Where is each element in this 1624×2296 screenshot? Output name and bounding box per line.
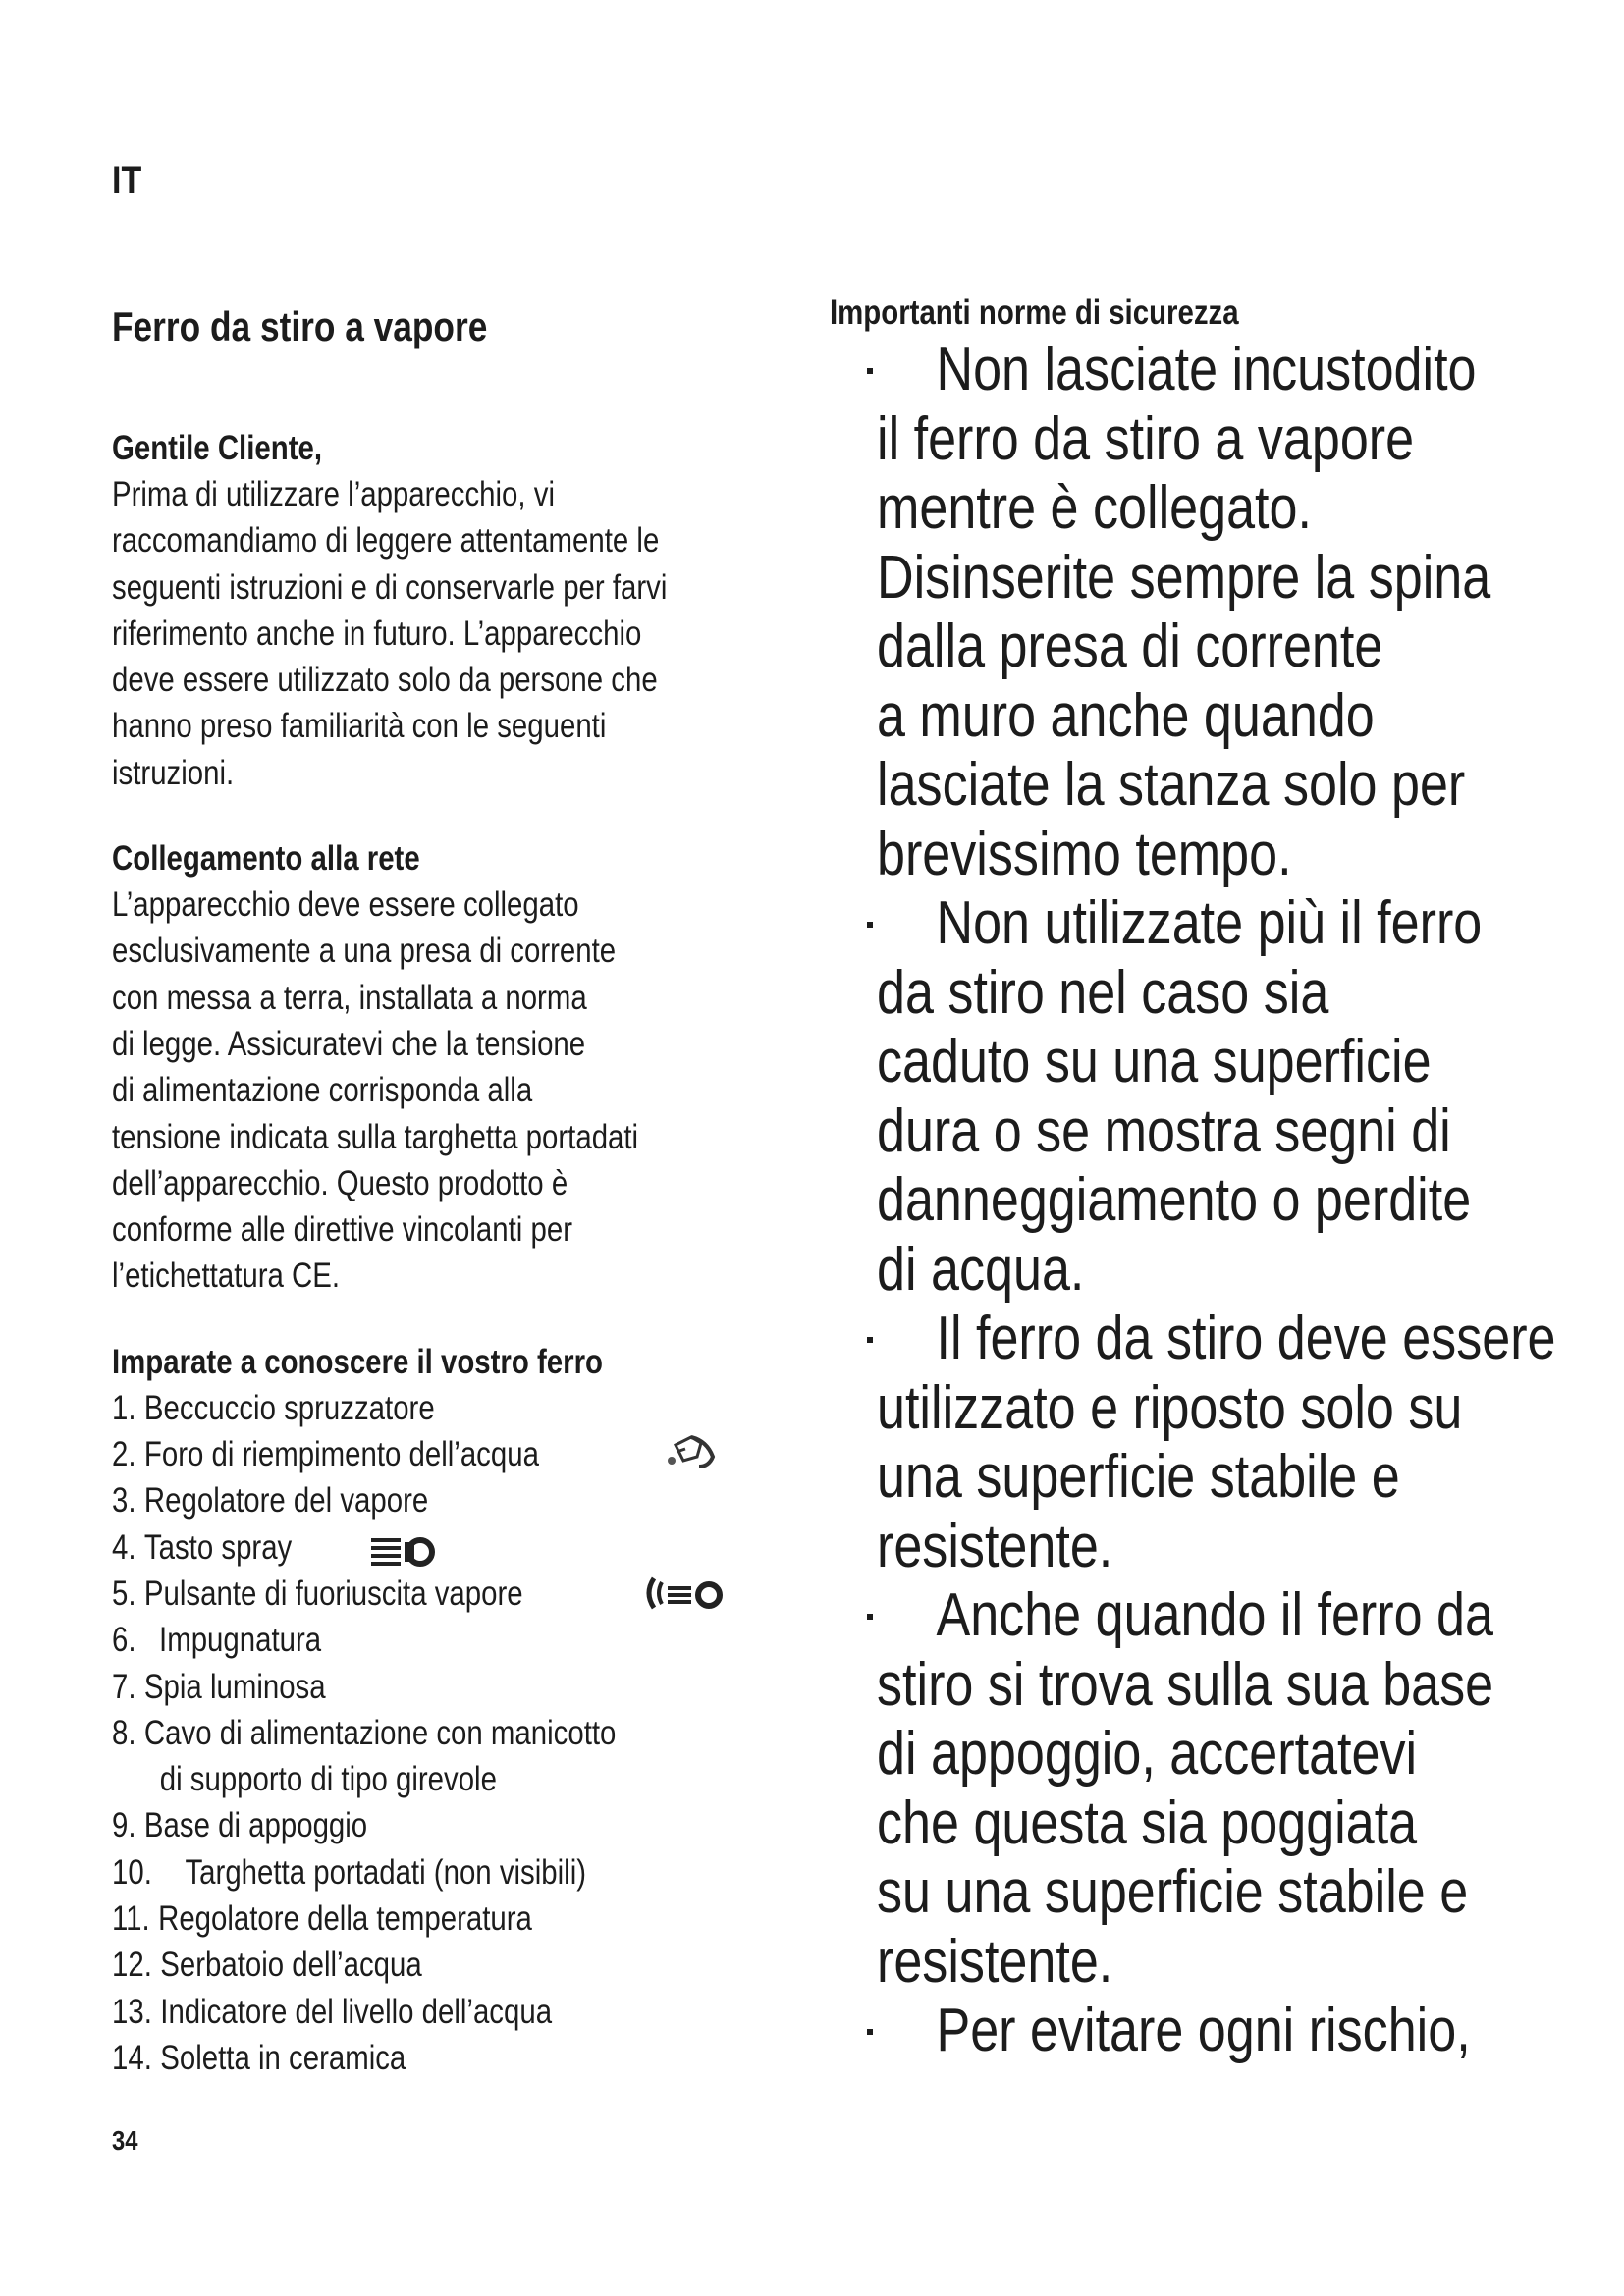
list-item (112, 1524, 799, 1571)
safety-text (830, 336, 1605, 2066)
text-line: con messa a terra, installata a norma (112, 978, 587, 1017)
list-item-number: 13. (112, 1992, 152, 2031)
list-item-number: 2. (112, 1435, 136, 1474)
safety-line-text: Non lasciate incustodito (936, 336, 1477, 403)
text-line: dell’apparecchio. Questo prodotto è (112, 1163, 568, 1202)
list-item (112, 1431, 799, 1477)
safety-text-line (830, 1651, 1605, 1721)
text-line: istruzioni. (112, 753, 235, 792)
safety-text-line (830, 1374, 1605, 1444)
safety-line-text: mentre è collegato. (877, 474, 1312, 542)
safety-text-line (830, 1028, 1605, 1097)
safety-line-text: resistente. (877, 1512, 1113, 1580)
list-item-text: Indicatore del livello dell’acqua (160, 1992, 553, 2031)
text-line: hanno preso familiarità con le seguenti (112, 707, 607, 746)
safety-text-line (830, 821, 1605, 890)
safety-bullet-item (830, 1581, 1605, 1651)
list-item (112, 1849, 799, 1896)
safety-text-line (830, 474, 1605, 544)
list-item-number: 5. (112, 1574, 136, 1613)
list-item (112, 1989, 799, 2035)
text-line: Prima di utilizzare l’apparecchio, vi (112, 475, 555, 513)
safety-text-line (830, 544, 1605, 614)
safety-line-text: Non utilizzate più il ferro (936, 889, 1483, 957)
list-item-number: 11. (112, 1899, 150, 1939)
list-item (112, 1571, 799, 1617)
list-item-text: Targhetta portadati (non visibili) (185, 1852, 587, 1892)
text-line: seguenti istruzioni e di conservarle per farvi (112, 567, 668, 607)
list-item-number: 1. (112, 1388, 136, 1427)
safety-line-text: danneggiamento o perdite (877, 1166, 1472, 1234)
list-item-number: 12. (112, 1946, 152, 1985)
safety-line-text: dura o se mostra segni di (877, 1096, 1451, 1165)
safety-line-text: resistente. (877, 1927, 1113, 1996)
text-line: riferimento anche in futuro. L’apparecchio (112, 614, 642, 653)
list-item-text: Tasto spray (143, 1527, 293, 1567)
list-item-text: Impugnatura (159, 1621, 322, 1660)
bullet-icon (867, 2029, 873, 2035)
text-line: L’apparecchio deve essere collegato (112, 885, 579, 925)
list-item-text: di supporto di tipo girevole (159, 1760, 497, 1799)
list-item-text: Foro di riempimento dell’acqua (143, 1435, 539, 1474)
list-item-text: Beccuccio spruzzatore (143, 1388, 435, 1427)
safety-line-text: dalla presa di corrente (877, 613, 1383, 680)
connection-heading: Collegamento alla rete (112, 839, 420, 879)
safety-text-line (830, 613, 1605, 682)
list-item-number: 9. (112, 1806, 136, 1845)
list-item-text: Base di appoggio (143, 1806, 368, 1845)
bullet-icon (867, 1337, 873, 1343)
safety-bullet-item (830, 889, 1605, 959)
list-item (112, 1710, 799, 1756)
text-line: di legge. Assicuratevi che la tensione (112, 1024, 586, 1063)
text-line: tensione indicata sulla targhetta portadati (112, 1117, 639, 1156)
safety-line-text: Disinserite sempre la spina (877, 543, 1491, 612)
safety-line-text: da stiro nel caso sia (877, 958, 1329, 1027)
text-line: raccomandiamo di leggere attentamente le (112, 521, 660, 561)
water-fill-icon (662, 1427, 725, 1484)
list-item-number: 7. (112, 1667, 136, 1706)
safety-bullet-item (830, 336, 1605, 405)
list-item (112, 2035, 799, 2081)
safety-text-line (830, 1858, 1605, 1928)
safety-line-text: di appoggio, accertatevi (877, 1720, 1418, 1788)
list-item-number: 10. (112, 1852, 152, 1892)
list-item-number: 4. (112, 1527, 136, 1567)
list-item (112, 1385, 799, 1431)
safety-bullet-item (830, 1997, 1605, 2066)
safety-text-line (830, 682, 1605, 752)
safety-text-line (830, 1789, 1605, 1859)
safety-bullet-item (830, 1305, 1605, 1374)
safety-line-text: che questa sia poggiata (877, 1789, 1418, 1857)
safety-line-text: su una superficie stabile e (877, 1858, 1469, 1926)
parts-heading: Imparate a conoscere il vostro ferro (112, 1342, 603, 1381)
safety-text-line (830, 1720, 1605, 1789)
page-title: Ferro da stiro a vapore (112, 303, 488, 349)
list-item (112, 1896, 799, 1942)
safety-line-text: il ferro da stiro a vapore (877, 404, 1415, 473)
safety-line-text: utilizzato e riposto solo su (877, 1373, 1463, 1442)
list-item-text: Pulsante di fuoriuscita vapore (143, 1574, 523, 1613)
list-item-text: Spia luminosa (143, 1667, 326, 1706)
list-item (112, 1477, 799, 1523)
list-item (112, 1942, 799, 1988)
list-item-number: 14. (112, 2038, 152, 2077)
list-item (112, 1664, 799, 1710)
bullet-icon (867, 922, 873, 928)
safety-text-line (830, 959, 1605, 1029)
list-item-text: Cavo di alimentazione con manicotto (143, 1713, 617, 1752)
safety-text-line (830, 1443, 1605, 1513)
safety-line-text: una superficie stabile e (877, 1443, 1400, 1511)
list-item-text: Soletta in ceramica (160, 2038, 406, 2077)
page-number: 34 (112, 2125, 138, 2156)
safety-text-line (830, 1097, 1605, 1167)
safety-text-line (830, 1928, 1605, 1998)
list-item-number: 8. (112, 1713, 136, 1752)
safety-line-text: lasciate la stanza solo per (877, 751, 1466, 819)
right-column (830, 280, 1605, 2066)
list-item-text: Regolatore della temperatura (158, 1899, 532, 1939)
text-line: conforme alle direttive vincolanti per (112, 1210, 572, 1250)
safety-line-text: stiro si trova sulla sua base (877, 1650, 1494, 1719)
list-item (112, 1802, 799, 1848)
text-line: esclusivamente a una presa di corrente (112, 932, 617, 971)
safety-text-line (830, 1166, 1605, 1236)
list-item-number: 6. (112, 1621, 136, 1660)
text-line: l’etichettatura CE. (112, 1256, 341, 1296)
safety-text-line (830, 751, 1605, 821)
safety-text-line (830, 1236, 1605, 1306)
safety-line-text: brevissimo tempo. (877, 820, 1292, 888)
left-column (112, 280, 799, 2081)
bullet-icon (867, 1614, 873, 1620)
safety-line-text: Il ferro da stiro deve essere (936, 1305, 1556, 1372)
safety-heading: Importanti norme di sicurezza (830, 294, 1239, 332)
list-item (112, 1756, 799, 1802)
safety-line-text: Per evitare ogni rischio, (936, 1997, 1471, 2064)
safety-line-text: caduto su una superficie (877, 1028, 1432, 1095)
safety-text-line (830, 1513, 1605, 1582)
list-item-number: 3. (112, 1481, 136, 1521)
greeting-heading: Gentile Cliente, (112, 429, 323, 467)
text-line: di alimentazione corrisponda alla (112, 1071, 533, 1110)
language-code: IT (112, 159, 142, 202)
list-item-text: Regolatore del vapore (143, 1481, 429, 1521)
safety-text-line (830, 405, 1605, 475)
list-item (112, 1617, 799, 1663)
list-item-text: Serbatoio dell’acqua (160, 1946, 422, 1985)
parts-list (112, 1385, 799, 2081)
text-line: deve essere utilizzato solo da persone che (112, 661, 658, 700)
safety-line-text: Anche quando il ferro da (936, 1581, 1493, 1649)
safety-line-text: a muro anche quando (877, 681, 1375, 750)
bullet-icon (867, 368, 873, 374)
greeting-text (112, 471, 799, 796)
safety-line-text: di acqua. (877, 1235, 1085, 1304)
connection-text (112, 881, 799, 1300)
